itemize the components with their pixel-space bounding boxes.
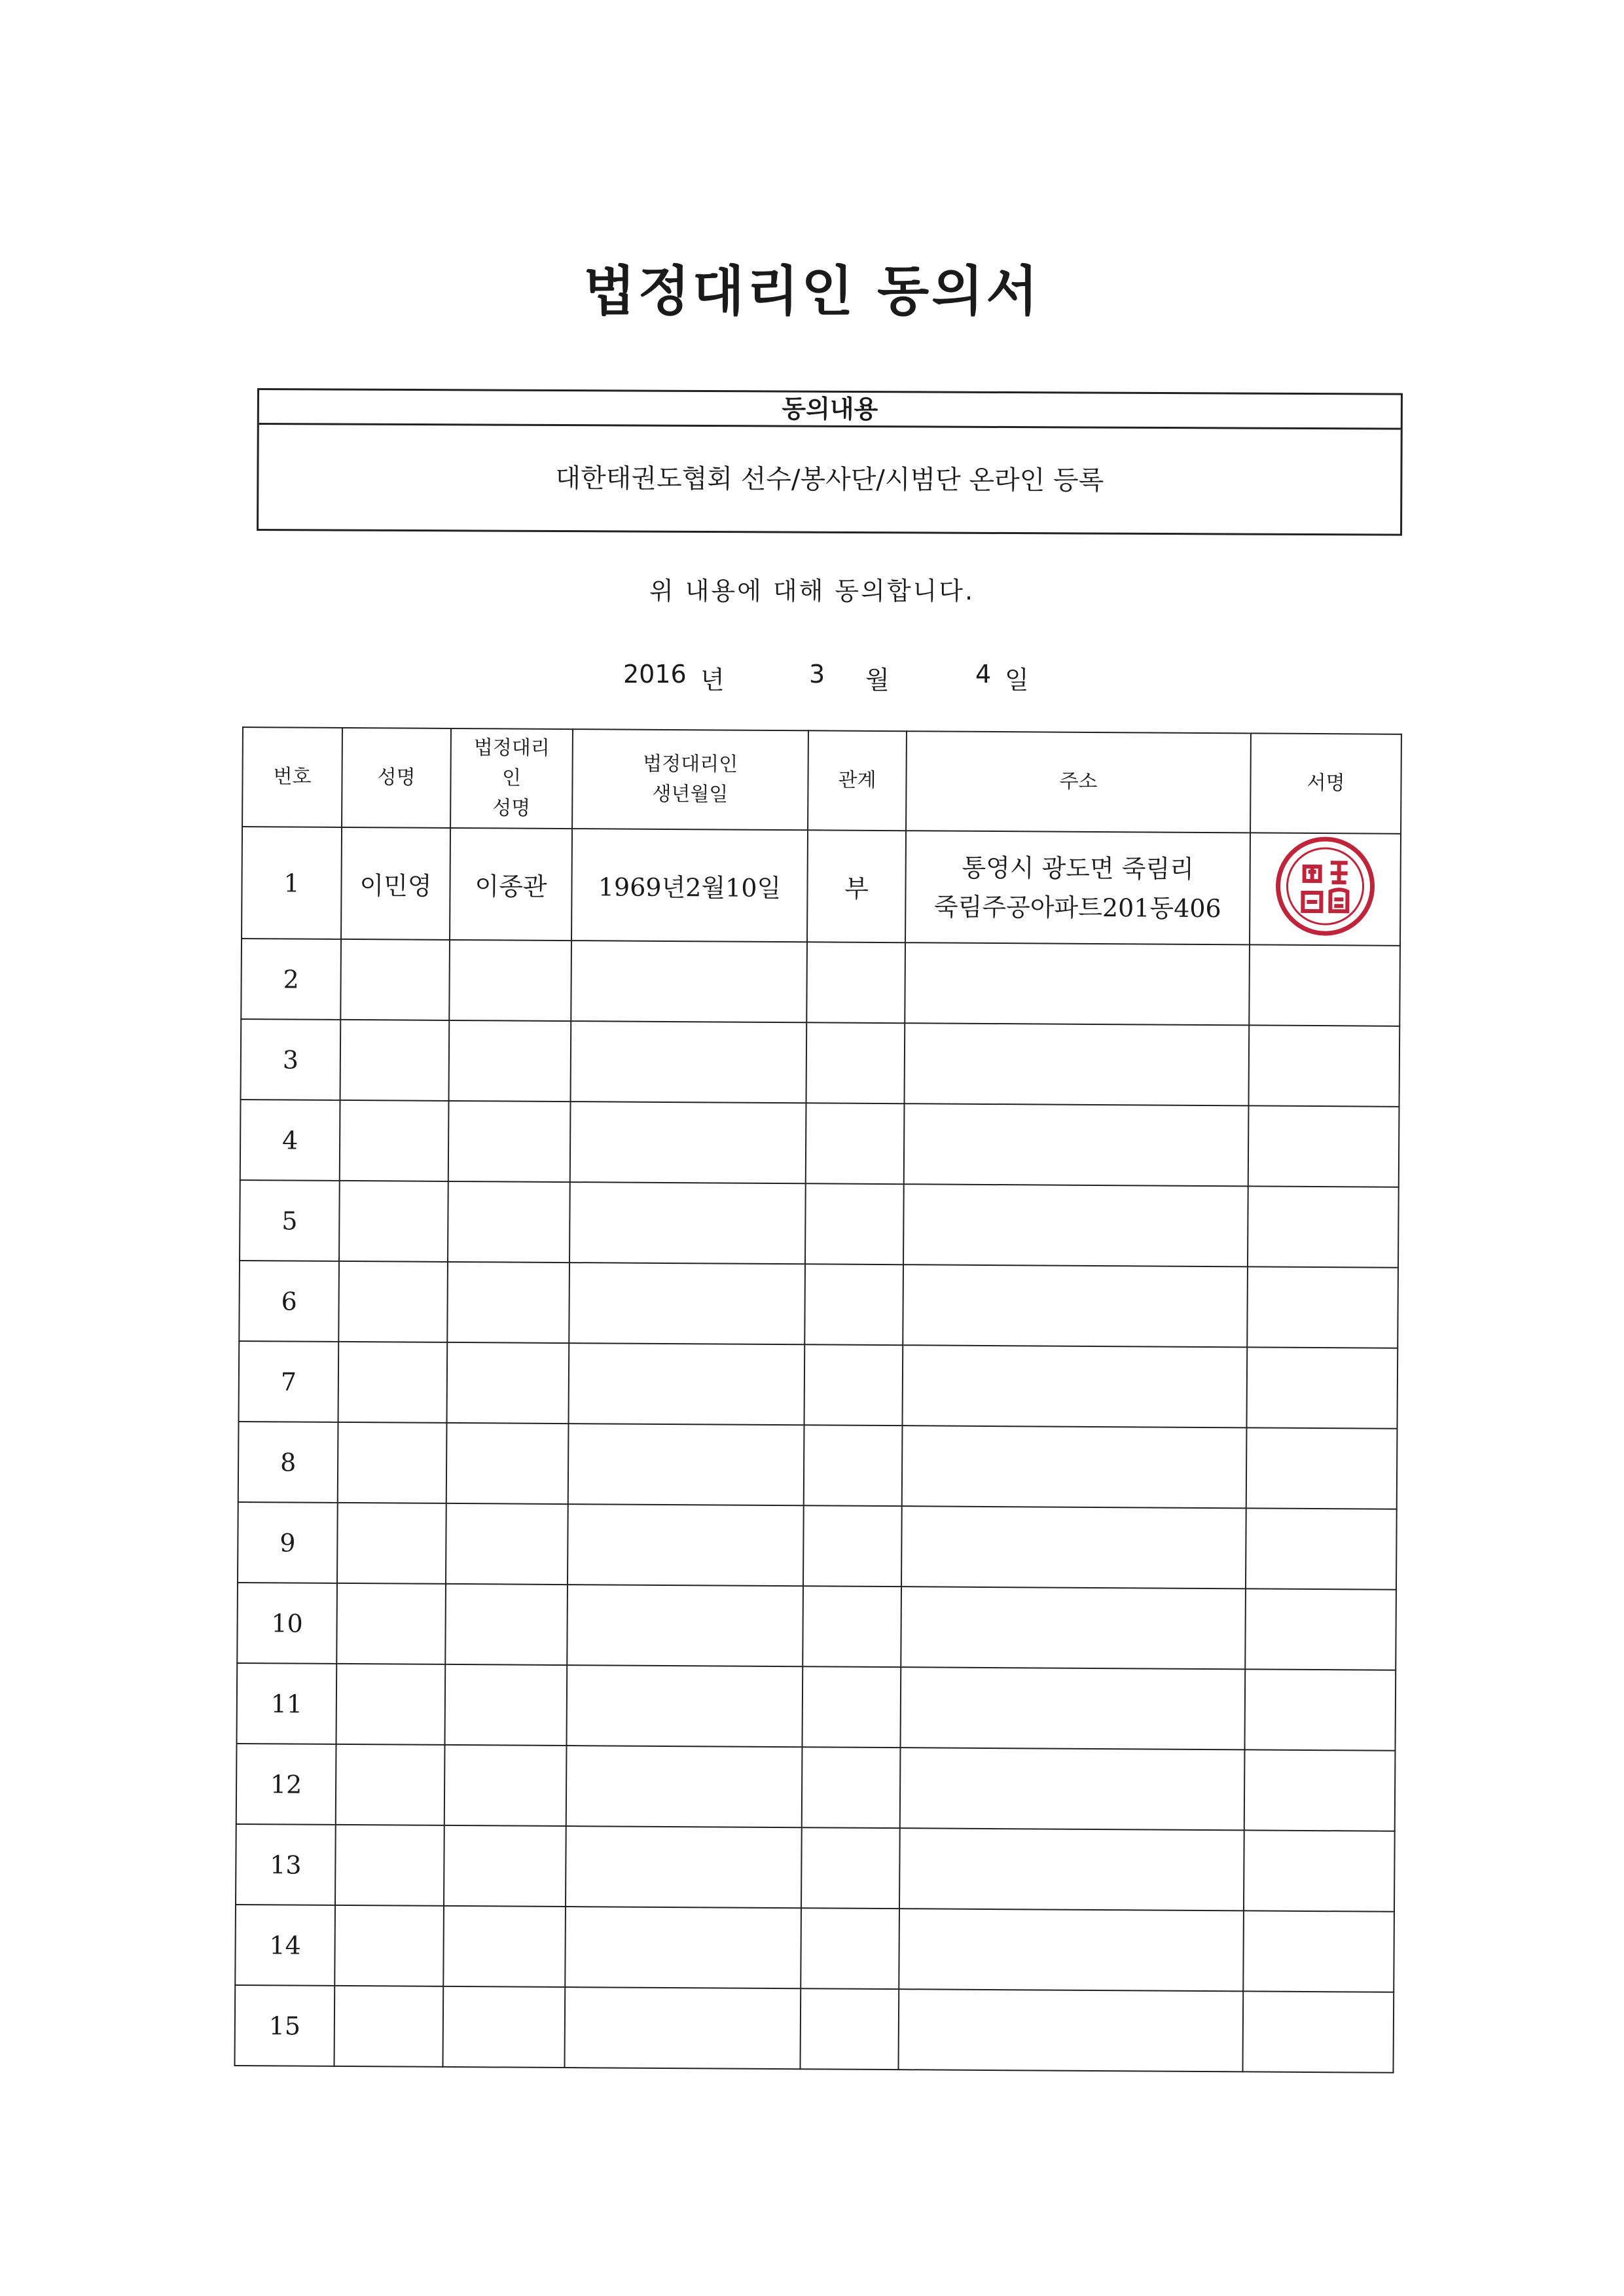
row-name: 이민영 (341, 827, 450, 940)
row-signature (1244, 1749, 1396, 1831)
row-number: 6 (239, 1261, 339, 1342)
row-name (336, 1664, 446, 1745)
row-rep-birth (570, 1102, 806, 1183)
agreement-text: 위 내용에 대해 동의합니다. (649, 577, 975, 605)
row-name (340, 939, 450, 1020)
table-row (239, 1341, 1398, 1429)
row-rep-name: 이종관 (450, 828, 572, 941)
row-address (900, 1667, 1245, 1749)
consent-content: 대한태권도협회 선수/봉사단/시범단 온라인 등록 (555, 463, 1104, 496)
row-number: 1 (242, 827, 342, 939)
row-signature (1244, 1830, 1395, 1911)
row-rep-name (449, 1020, 571, 1102)
seal-stamp-icon (1272, 834, 1378, 939)
row-relation: 부 (807, 830, 906, 942)
table-row (240, 1180, 1399, 1268)
row-address-line-1: 통영시 광도면 죽림리 (962, 853, 1195, 884)
table-row (235, 1985, 1394, 2073)
header-number: 번호 (242, 727, 342, 827)
document-title: 법정대리인 동의서 (583, 260, 1041, 323)
date-month: 3 (809, 660, 825, 689)
row-rep-name (444, 1745, 567, 1826)
header-rep-name (450, 728, 573, 829)
row-address (899, 1828, 1244, 1910)
row-relation (806, 1103, 905, 1184)
row-rep-name (444, 1825, 566, 1907)
row-relation (802, 1666, 901, 1748)
consent-box (257, 388, 1403, 536)
table-row (242, 827, 1401, 946)
row-rep-name (443, 1906, 566, 1987)
row-signature (1245, 1588, 1396, 1670)
row-address (899, 1909, 1244, 1991)
row-number: 8 (238, 1422, 338, 1503)
row-name (338, 1342, 448, 1423)
row-relation (801, 1827, 900, 1909)
row-signature (1248, 1186, 1399, 1267)
date-year-unit: 년 (700, 666, 725, 694)
row-rep-name (447, 1342, 569, 1424)
header-name: 성명 (342, 728, 451, 828)
row-address (898, 1989, 1243, 2072)
row-address (903, 1265, 1248, 1347)
row-rep-birth (567, 1585, 803, 1666)
row-relation (804, 1344, 903, 1426)
row-rep-name (445, 1664, 568, 1746)
row-number: 3 (241, 1019, 341, 1100)
row-name (338, 1261, 448, 1342)
row-rep-birth (571, 1021, 807, 1103)
header-address: 주소 (906, 731, 1251, 833)
row-name (338, 1422, 447, 1503)
header-rep-name-line-1: 법정대리 (473, 736, 550, 760)
row-address (905, 942, 1250, 1025)
row-signature (1248, 1025, 1399, 1106)
row-number: 2 (241, 939, 341, 1020)
row-rep-birth (568, 1504, 804, 1586)
row-rep-birth (569, 1263, 805, 1344)
table-row (236, 1744, 1396, 1831)
consent-header: 동의내용 (259, 390, 1401, 430)
table-header-row (242, 727, 1401, 834)
table-row (235, 1905, 1394, 1992)
table-row (237, 1583, 1396, 1670)
row-number: 9 (238, 1502, 338, 1583)
row-rep-name (442, 1986, 565, 2068)
row-signature (1246, 1508, 1397, 1589)
row-signature (1249, 944, 1400, 1026)
row-relation (803, 1586, 901, 1667)
row-address-line-2: 죽림주공아파트201동406 (933, 891, 1221, 923)
table-row (238, 1422, 1398, 1509)
row-number: 7 (239, 1341, 339, 1422)
row-number: 15 (235, 1985, 335, 2066)
date-day: 4 (975, 660, 992, 689)
date-year: 2016 (623, 660, 687, 689)
table-row (241, 939, 1400, 1026)
table-row (240, 1100, 1399, 1187)
row-rep-birth (568, 1424, 804, 1505)
table-row (241, 1019, 1400, 1107)
row-name (340, 1100, 449, 1181)
row-name (334, 1905, 444, 1986)
row-signature (1244, 1669, 1396, 1750)
row-rep-birth (566, 1665, 803, 1747)
row-address (904, 1103, 1249, 1186)
row-address (902, 1426, 1247, 1508)
row-rep-birth (569, 1182, 806, 1264)
header-rep-name-line-2: 인 (501, 766, 522, 790)
row-signature (1246, 1427, 1398, 1509)
row-rep-birth (569, 1343, 805, 1425)
row-relation (806, 942, 905, 1023)
row-signature (1248, 1105, 1399, 1187)
row-name (336, 1583, 446, 1664)
row-address (904, 1023, 1249, 1105)
header-relation: 관계 (808, 730, 907, 831)
header-rep-birth (572, 729, 808, 830)
row-rep-name (448, 1101, 571, 1182)
table-row (238, 1502, 1397, 1590)
row-rep-birth (565, 1907, 801, 1988)
row-rep-name (447, 1262, 569, 1343)
row-rep-birth (564, 1987, 801, 2069)
date-day-unit: 일 (1005, 666, 1029, 694)
row-number: 13 (236, 1824, 336, 1905)
registration-table (234, 726, 1401, 2041)
row-rep-birth (566, 1826, 802, 1908)
row-rep-birth: 1969년2월10일 (571, 829, 808, 942)
row-signature (1246, 1347, 1398, 1428)
row-rep-name (449, 940, 571, 1021)
row-relation (801, 1908, 899, 1989)
row-number: 12 (236, 1744, 336, 1825)
row-number: 10 (237, 1583, 337, 1664)
header-rep-birth-line-2: 생년월일 (652, 782, 729, 806)
row-number: 11 (237, 1663, 337, 1744)
table-row (236, 1824, 1395, 1912)
row-relation (803, 1505, 902, 1587)
table-row (239, 1261, 1398, 1348)
row-relation (804, 1264, 903, 1345)
row-number: 5 (240, 1180, 340, 1261)
row-name (334, 1986, 443, 2067)
row-signature (1243, 1910, 1394, 1992)
row-relation (806, 1022, 905, 1103)
row-address (901, 1587, 1246, 1669)
row-rep-name (446, 1423, 569, 1504)
row-name (339, 1181, 448, 1262)
row-address (900, 1748, 1245, 1830)
row-signature (1247, 1266, 1398, 1348)
row-rep-birth (566, 1746, 803, 1827)
header-signature: 서명 (1250, 733, 1401, 833)
row-name (337, 1503, 446, 1584)
header-rep-name-line-3: 성명 (492, 797, 531, 820)
row-rep-name (448, 1181, 570, 1263)
row-signature (1250, 833, 1401, 945)
row-signature (1242, 1991, 1394, 2072)
row-name (336, 1744, 445, 1825)
row-name (335, 1825, 444, 1906)
row-address (902, 1345, 1247, 1427)
row-relation (804, 1425, 903, 1506)
header-rep-birth-line-1: 법정대리인 (643, 752, 738, 776)
row-address (901, 1506, 1246, 1588)
row-rep-name (445, 1584, 568, 1665)
row-rep-name (446, 1503, 568, 1585)
row-address (905, 831, 1250, 944)
row-relation (800, 1988, 899, 2070)
row-address (903, 1184, 1248, 1266)
row-number: 4 (240, 1100, 340, 1181)
row-name (340, 1020, 450, 1101)
row-number: 14 (235, 1905, 335, 1986)
row-rep-birth (571, 941, 807, 1022)
date-month-unit: 월 (865, 666, 890, 694)
row-relation (805, 1183, 904, 1265)
table-row (237, 1663, 1396, 1751)
row-relation (802, 1747, 901, 1828)
